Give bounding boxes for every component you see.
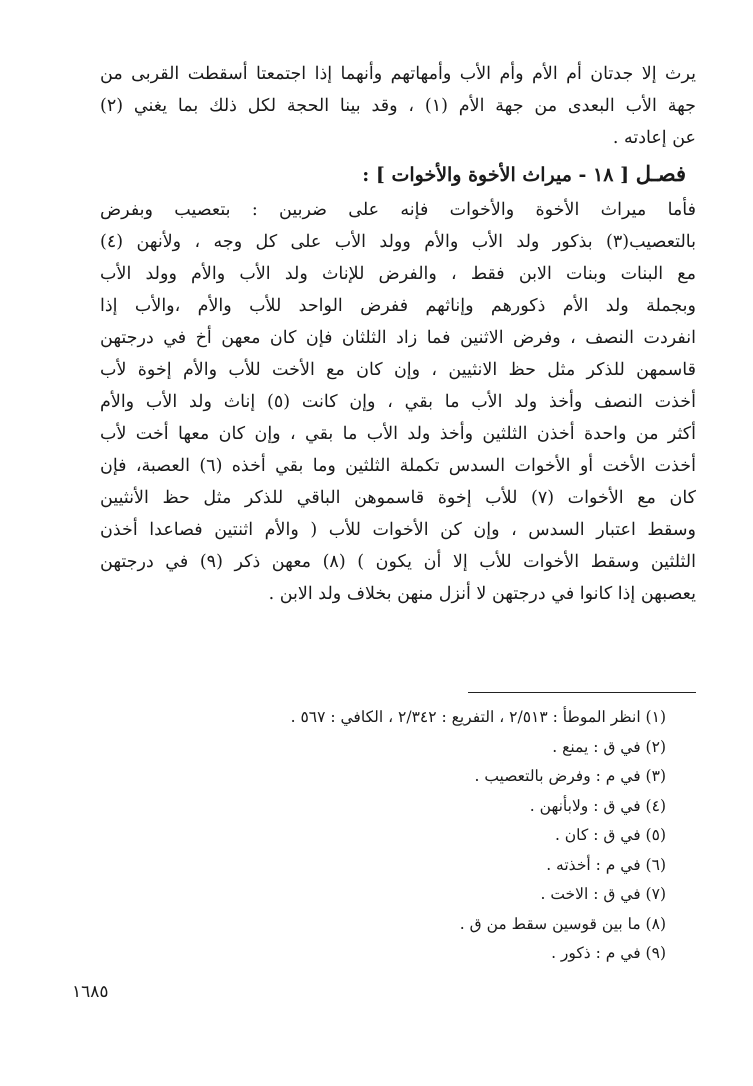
footnote: (٦) في م : أخذته .	[546, 855, 666, 874]
text-line: وسقط اعتبار السدس ، وإن كن الأخوات للأب ( والأم اثنتين فصاعدا أخذن	[100, 520, 696, 540]
footnote-divider	[468, 692, 696, 693]
section-heading-label: فصـل	[635, 161, 686, 186]
footnote: (٧) في ق : الاخت .	[540, 885, 666, 903]
text-line: قاسمهن للذكر مثل حظ الانثيين ، وإن كان مع الأخت للأب والأم إخوة لأب	[100, 360, 696, 380]
text-line: وبجملة ولد الأم ذكورهم وإناثهم ففرض الواحد للأب والأم ،والأب إذا	[100, 296, 696, 316]
footnotes	[106, 703, 666, 969]
text-line: أكثر من واحدة أخذن الثلثين وأخذ ولد الأب ما بقي ، وإن كان معها أخت لأب	[100, 424, 696, 444]
text-line: كان مع الأخوات (٧) للأب إخوة قاسموهن الباقي للذكر مثل حظ الأنثيين	[100, 488, 696, 508]
section-heading	[100, 154, 696, 194]
text-line: الثلثين وسقط الأخوات للأب إلا أن يكون ) (٨) معهن ذكر (٩) في درجتهن	[100, 552, 697, 572]
footnote: (٥) في ق : كان .	[554, 826, 666, 844]
footnote: (٢) في ق : يمنع .	[552, 737, 666, 756]
main-text	[100, 58, 696, 610]
text-line: يعصبهن إذا كانوا في درجتهن لا أنزل منهن بخلاف ولد الابن .	[268, 584, 696, 604]
footnote: (٤) في ق : ولابأنهن .	[529, 796, 666, 815]
footnote: (٩) في م : ذكور .	[551, 944, 666, 962]
text-line: عن إعادته .	[612, 128, 696, 148]
footnote: (١) انظر الموطأ : ٢/٥١٣ ، التفريع : ٢/٣٤٢ ، الكافي : ٥٦٧ .	[290, 708, 666, 726]
text-line: أخذت الأخت أو الأخوات السدس تكملة الثلثين وما بقي أخذه (٦) العصبة، فإن	[100, 456, 696, 476]
text-line: مع البنات وبنات الابن فقط ، والفرض للإناث ولد الأب والأم وولد الأب	[100, 264, 696, 284]
footnote: (٣) في م : وفرض بالتعصيب .	[474, 767, 666, 785]
text-line: أخذت النصف وأخذ ولد الأب ما بقي ، وإن كانت (٥) إناث ولد الأب والأم	[100, 392, 696, 412]
section-heading-title: [ ١٨ - ميراث الأخوة والأخوات ] :	[362, 164, 630, 186]
text-line: انفردت النصف ، وفرض الاثنين فما زاد الثلثان فإن كان معهن أخ في درجتهن	[100, 328, 696, 348]
text-line: يرث إلا جدتان أم الأم وأم الأب وأمهاتهم وأنهما إذا اجتمعتا أسقطت القربى من	[100, 64, 696, 84]
text-line: بالتعصيب(٣) بذكور ولد الأب والأم وولد الأب على كل وجه ، ولأنهن (٤)	[100, 232, 696, 252]
page-number: ١٦٨٥	[72, 982, 109, 1002]
text-line: جهة الأب البعدى من جهة الأم (١) ، وقد بينا الحجة لكل ذلك بما يغني (٢)	[100, 96, 696, 116]
footnote: (٨) ما بين قوسين سقط من ق .	[459, 914, 666, 933]
text-line: فأما ميراث الأخوة والأخوات فإنه على ضربين : بتعصيب وبفرض	[100, 200, 696, 220]
